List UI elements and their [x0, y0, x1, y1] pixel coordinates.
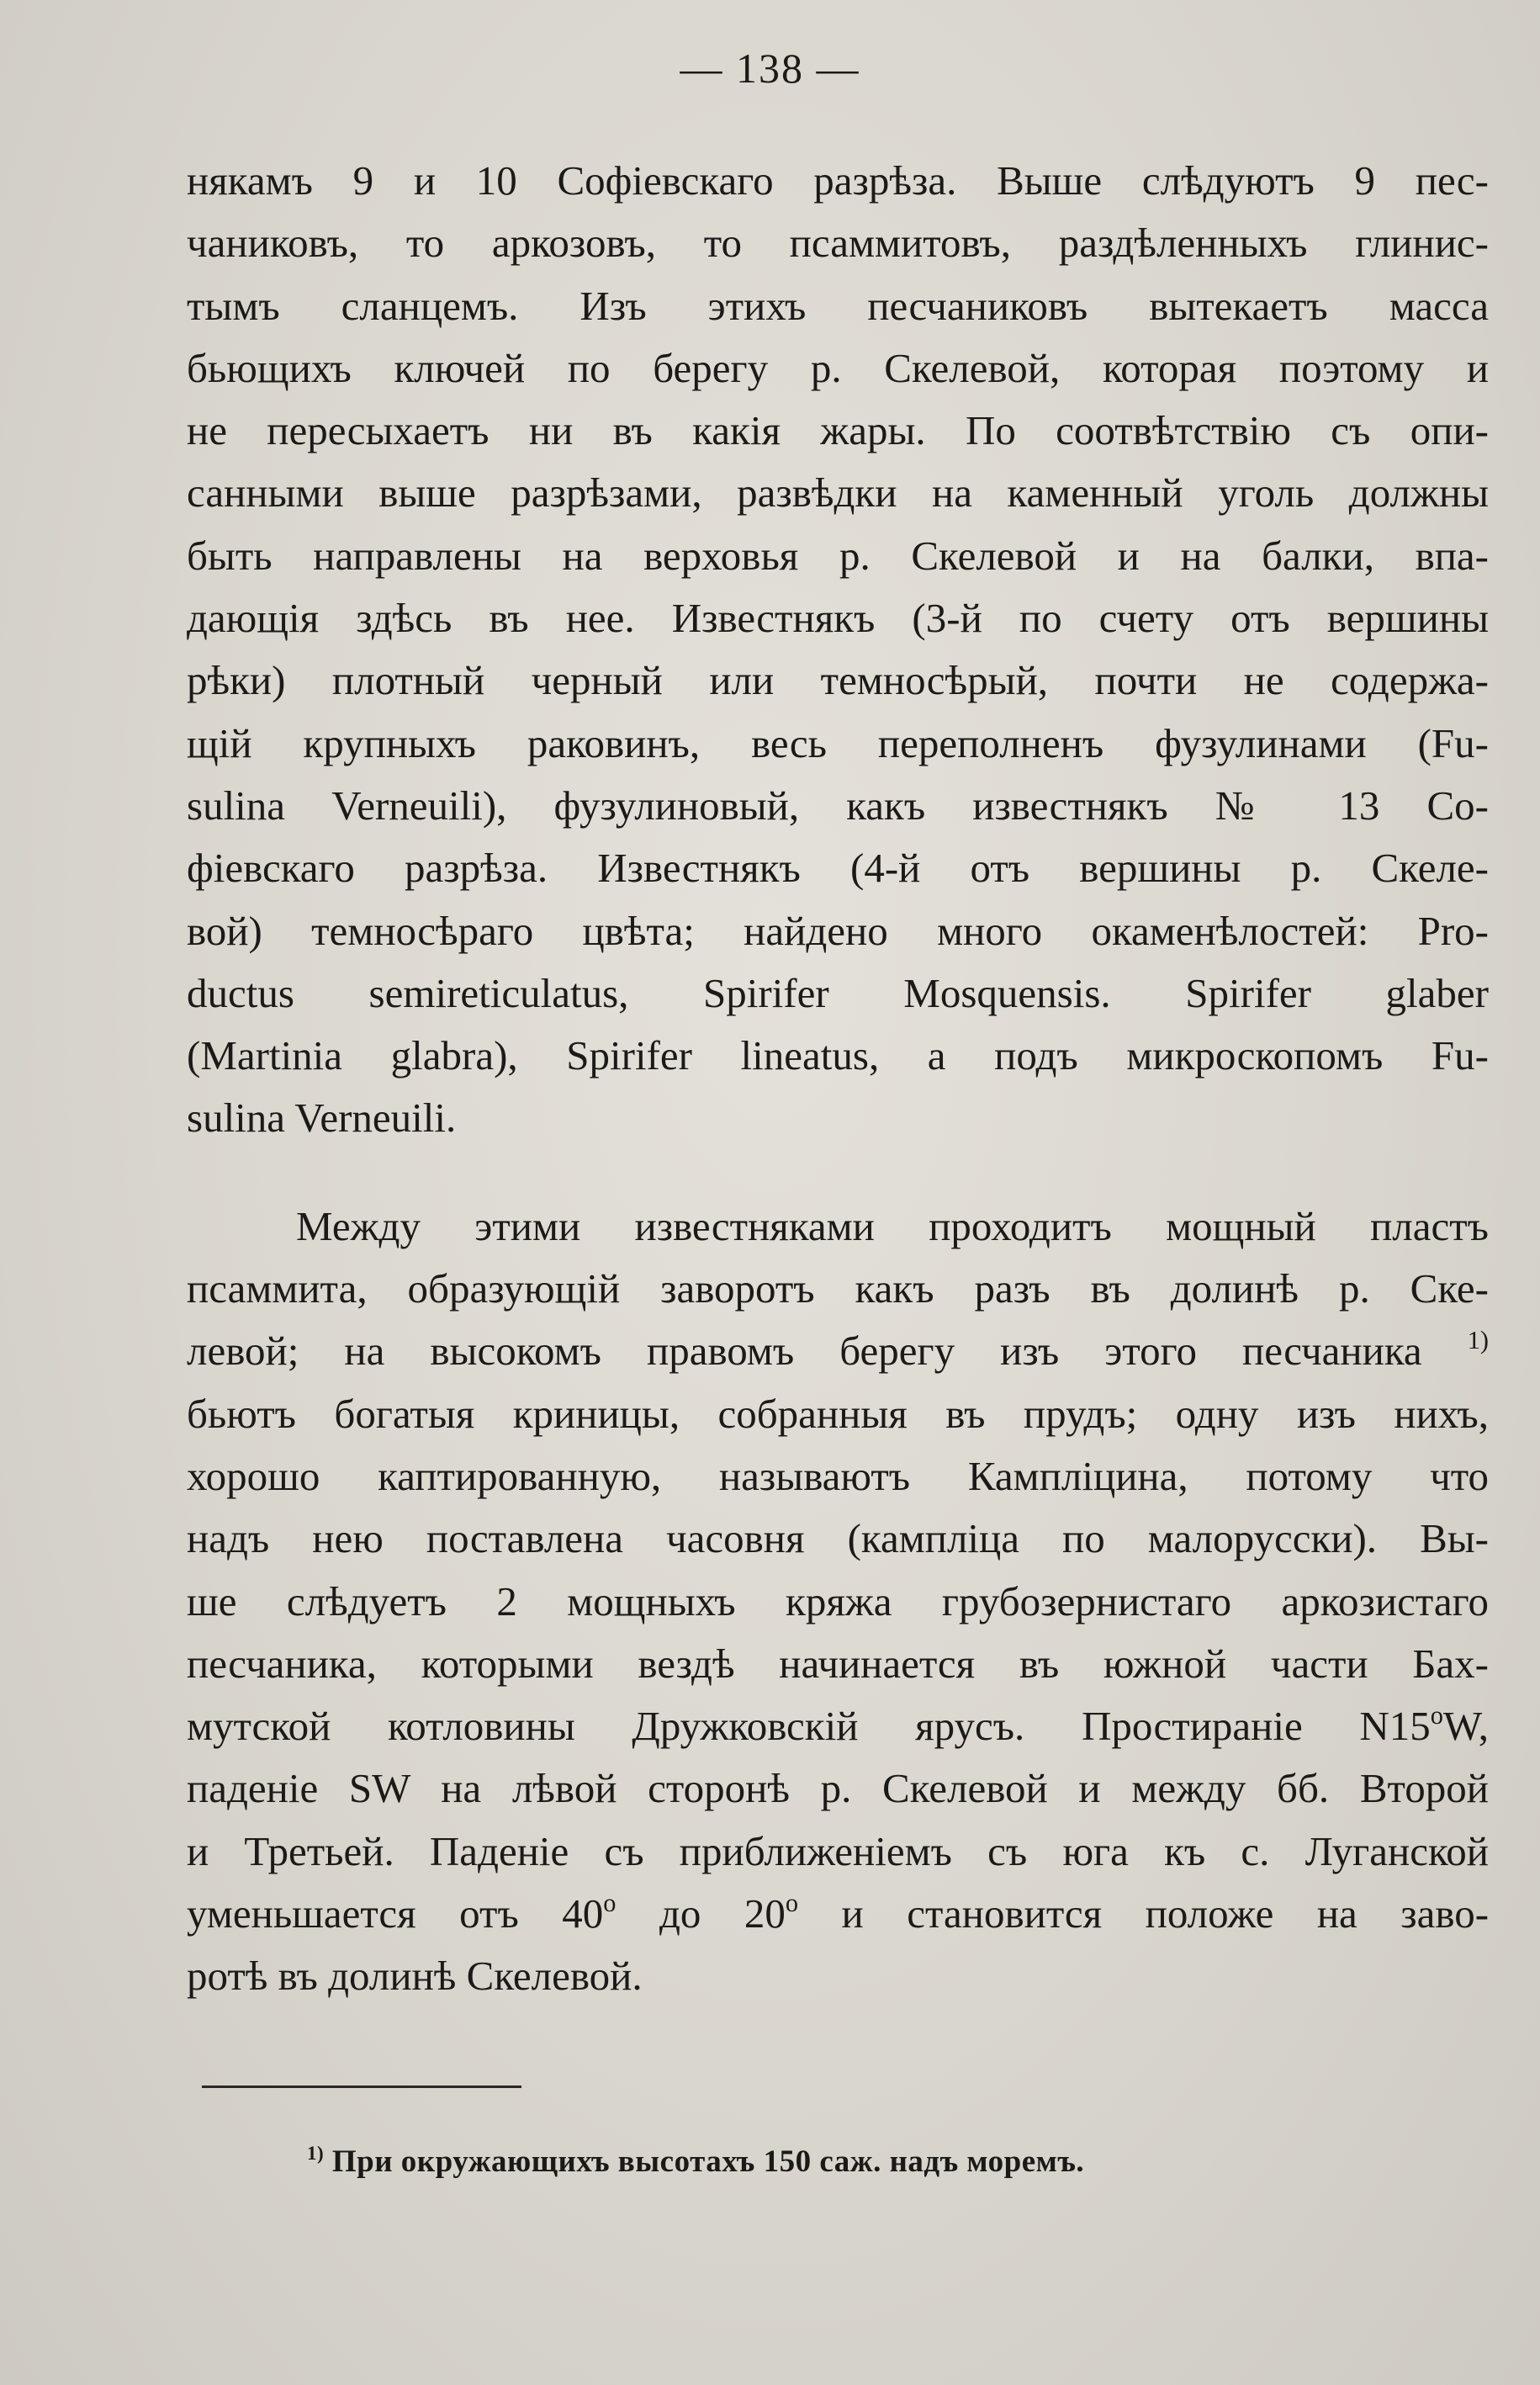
- text-line: дающія здѣсь въ нее. Известнякъ (3-й по счету отъ вершины: [187, 595, 1489, 642]
- text-line: надъ нею поставлена часовня (кампліца по малорусски). Вы-: [187, 1515, 1489, 1562]
- line-text: W,: [1442, 1703, 1489, 1750]
- text-line: паденіе SW на лѣвой сторонѣ р. Скелевой и между бб. Второй: [187, 1765, 1489, 1812]
- degree-mark: o: [785, 1889, 799, 1918]
- text-line: быть направлены на верховья р. Скелевой и на балки, впа-: [187, 532, 1489, 579]
- paragraph-2: [187, 1195, 1489, 2008]
- text-line: ротѣ въ долинѣ Скелевой.: [187, 1953, 643, 2000]
- footnote-reference: 1): [1467, 1326, 1489, 1355]
- line-text: до 20: [616, 1890, 786, 1937]
- text-line: бьющихъ ключей по берегу р. Скелевой, которая поэтому и: [187, 344, 1489, 391]
- line-text: уменьшается отъ 40: [187, 1890, 604, 1937]
- text-line: псаммита, образующій заворотъ какъ разъ въ долинѣ р. Ске-: [187, 1265, 1489, 1312]
- text-line: песчаника, которыми вездѣ начинается въ южной части Бах-: [187, 1640, 1489, 1687]
- text-line: щій крупныхъ раковинъ, весь переполненъ фузулинами (Fu-: [187, 719, 1489, 766]
- text-line: фіевскаго разрѣза. Известнякъ (4-й отъ вершины р. Скеле-: [187, 845, 1489, 892]
- line-text: и становится положе на заво-: [798, 1890, 1489, 1937]
- text-line: [187, 1320, 1489, 1382]
- footnote-marker: 1): [307, 2142, 325, 2164]
- text-line: и Третьей. Паденіе съ приближеніемъ съ юга къ с. Луганской: [187, 1827, 1489, 1874]
- text-line: [187, 1883, 1489, 1945]
- text-line: някамъ 9 и 10 Софіевскаго разрѣза. Выше слѣдуютъ 9 пес-: [187, 157, 1489, 204]
- degree-mark: o: [603, 1889, 617, 1918]
- paragraph-1: [187, 150, 1489, 1150]
- text-line: ше слѣдуетъ 2 мощныхъ кряжа грубозернистаго аркозистаго: [187, 1577, 1489, 1624]
- text-line: санными выше разрѣзами, развѣдки на каменный уголь должны: [187, 469, 1489, 517]
- footnote: [307, 2144, 1084, 2180]
- text-line: тымъ сланцемъ. Изъ этихъ песчаниковъ вытекаетъ масса: [187, 282, 1489, 329]
- text-line: Между этими известняками проходитъ мощный пластъ: [296, 1202, 1489, 1249]
- line-text: мутской котловины Дружковскій ярусъ. Простираніе N15: [187, 1703, 1431, 1750]
- main-text: [187, 150, 1489, 2008]
- text-line: [187, 1695, 1489, 1757]
- text-line: чаниковъ, то аркозовъ, то псаммитовъ, раздѣленныхъ глинис-: [187, 220, 1489, 267]
- text-line: sulina Verneuili.: [187, 1094, 457, 1142]
- line-text: левой; на высокомъ правомъ берегу изъ этого песчаника: [187, 1328, 1422, 1375]
- text-line: хорошо каптированную, называютъ Кампліцина, потому что: [187, 1452, 1489, 1499]
- text-line: вой) темносѣраго цвѣта; найдено много окаменѣлостей: Pro-: [187, 907, 1489, 954]
- footnote-text: При окружающихъ высотахъ 150 саж. надъ моремъ.: [324, 2144, 1085, 2179]
- text-line: рѣки) плотный черный или темносѣрый, почти не содержа-: [187, 657, 1489, 704]
- paragraph-gap: [187, 1150, 1489, 1195]
- footnote-divider: [202, 2086, 521, 2088]
- text-line: (Martinia glabra), Spirifer lineatus, а подъ микроскопомъ Fu-: [187, 1032, 1489, 1079]
- page-number: — 138 —: [680, 45, 860, 92]
- degree-mark: o: [1430, 1701, 1443, 1730]
- text-line: ductus semireticulatus, Spirifer Mosquensis. Spirifer glaber: [187, 969, 1489, 1016]
- text-line: sulina Verneuili), фузулиновый, какъ известнякъ № 13 Со-: [187, 782, 1489, 829]
- text-line: бьютъ богатыя криницы, собранныя въ прудъ; одну изъ нихъ,: [187, 1390, 1489, 1437]
- text-line: не пересыхаетъ ни въ какія жары. По соотвѣтствію съ опи-: [187, 407, 1489, 454]
